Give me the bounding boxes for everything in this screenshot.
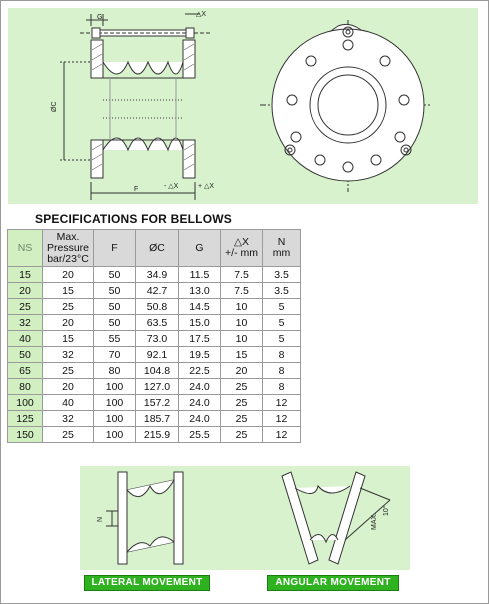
table-cell: 50 <box>94 267 136 283</box>
table-cell: 10 <box>221 315 263 331</box>
table-cell: 34.9 <box>136 267 179 283</box>
table-cell: 185.7 <box>136 411 179 427</box>
g-header: G <box>179 230 221 267</box>
table-cell: 20 <box>8 283 43 299</box>
dx-dimension-label: △X <box>196 11 207 18</box>
lateral-movement-label: LATERAL MOVEMENT <box>84 575 210 591</box>
bellows-side-view <box>60 14 210 200</box>
table-cell: 5 <box>263 331 301 347</box>
table-cell: 100 <box>8 395 43 411</box>
table-cell: 3.5 <box>263 267 301 283</box>
table-cell: 11.5 <box>179 267 221 283</box>
table-cell: 40 <box>43 395 94 411</box>
table-cell: 8 <box>263 379 301 395</box>
table-cell: 157.2 <box>136 395 179 411</box>
f-dimension-label: F <box>134 186 139 193</box>
table-cell: 25 <box>43 299 94 315</box>
angle-label: 10° <box>383 505 390 516</box>
table-cell: 15.0 <box>179 315 221 331</box>
table-cell: 12 <box>263 395 301 411</box>
table-cell: 20 <box>221 363 263 379</box>
table-cell: 42.7 <box>136 283 179 299</box>
table-cell: 50 <box>94 315 136 331</box>
table-cell: 10 <box>221 299 263 315</box>
table-cell: 127.0 <box>136 379 179 395</box>
table-cell: 65 <box>8 363 43 379</box>
table-cell: 7.5 <box>221 267 263 283</box>
table-cell: 32 <box>43 411 94 427</box>
table-cell: 10 <box>221 331 263 347</box>
table-cell: 24.0 <box>179 395 221 411</box>
table-cell: 70 <box>94 347 136 363</box>
plus-dx-label: + △X <box>198 183 215 190</box>
f-header: F <box>94 230 136 267</box>
lateral-movement-drawing <box>106 472 183 564</box>
table-cell: 104.8 <box>136 363 179 379</box>
table-cell: 25 <box>221 427 263 443</box>
table-cell: 15 <box>43 331 94 347</box>
table-cell: 50 <box>94 299 136 315</box>
table-cell: 25 <box>43 363 94 379</box>
table-cell: 50 <box>8 347 43 363</box>
table-cell: 100 <box>94 379 136 395</box>
table-cell: 25 <box>221 411 263 427</box>
table-cell: 25 <box>8 299 43 315</box>
table-cell: 15 <box>43 283 94 299</box>
table-cell: 73.0 <box>136 331 179 347</box>
table-cell: 5 <box>263 315 301 331</box>
table-cell: 25 <box>221 395 263 411</box>
table-cell: 13.0 <box>179 283 221 299</box>
table-cell: 22.5 <box>179 363 221 379</box>
table-cell: 80 <box>94 363 136 379</box>
table-cell: 50.8 <box>136 299 179 315</box>
table-cell: 63.5 <box>136 315 179 331</box>
table-cell: 12 <box>263 411 301 427</box>
table-cell: 15 <box>8 267 43 283</box>
table-cell: 20 <box>43 315 94 331</box>
g-dimension-label: G <box>97 14 103 21</box>
minus-dx-label: - △X <box>164 183 179 190</box>
table-cell: 20 <box>43 267 94 283</box>
table-cell: 8 <box>263 363 301 379</box>
table-cell: 50 <box>94 283 136 299</box>
oc-header: ØC <box>136 230 179 267</box>
table-cell: 25 <box>43 427 94 443</box>
table-cell: 20 <box>43 379 94 395</box>
table-cell: 40 <box>8 331 43 347</box>
angular-movement-label: ANGULAR MOVEMENT <box>267 575 399 591</box>
table-cell: 32 <box>43 347 94 363</box>
specifications-heading: SPECIFICATIONS FOR BELLOWS <box>35 212 232 226</box>
table-cell: 3.5 <box>263 283 301 299</box>
table-cell: 7.5 <box>221 283 263 299</box>
table-cell: 24.0 <box>179 379 221 395</box>
pressure-header: Max. Pressure bar/23°C <box>43 230 94 267</box>
table-cell: 100 <box>94 427 136 443</box>
table-cell: 32 <box>8 315 43 331</box>
table-cell: 12 <box>263 427 301 443</box>
dx-header: △X +/- mm <box>221 230 263 267</box>
table-cell: 17.5 <box>179 331 221 347</box>
table-cell: 15 <box>221 347 263 363</box>
table-cell: 8 <box>263 347 301 363</box>
table-cell: 100 <box>94 411 136 427</box>
n-dimension-label: N <box>97 516 104 522</box>
table-cell: 92.1 <box>136 347 179 363</box>
table-cell: 100 <box>94 395 136 411</box>
table-cell: 25 <box>221 379 263 395</box>
n-header: N mm <box>263 230 301 267</box>
oc-dimension-label: ØC <box>51 101 58 112</box>
table-cell: 25.5 <box>179 427 221 443</box>
ns-header: NS <box>8 230 43 267</box>
table-cell: 5 <box>263 299 301 315</box>
table-cell: 55 <box>94 331 136 347</box>
max-label: MAX. <box>371 512 378 530</box>
flange-front-view <box>260 20 430 192</box>
table-cell: 125 <box>8 411 43 427</box>
table-cell: 19.5 <box>179 347 221 363</box>
table-cell: 215.9 <box>136 427 179 443</box>
table-cell: 24.0 <box>179 411 221 427</box>
table-cell: 14.5 <box>179 299 221 315</box>
table-cell: 80 <box>8 379 43 395</box>
table-cell: 150 <box>8 427 43 443</box>
